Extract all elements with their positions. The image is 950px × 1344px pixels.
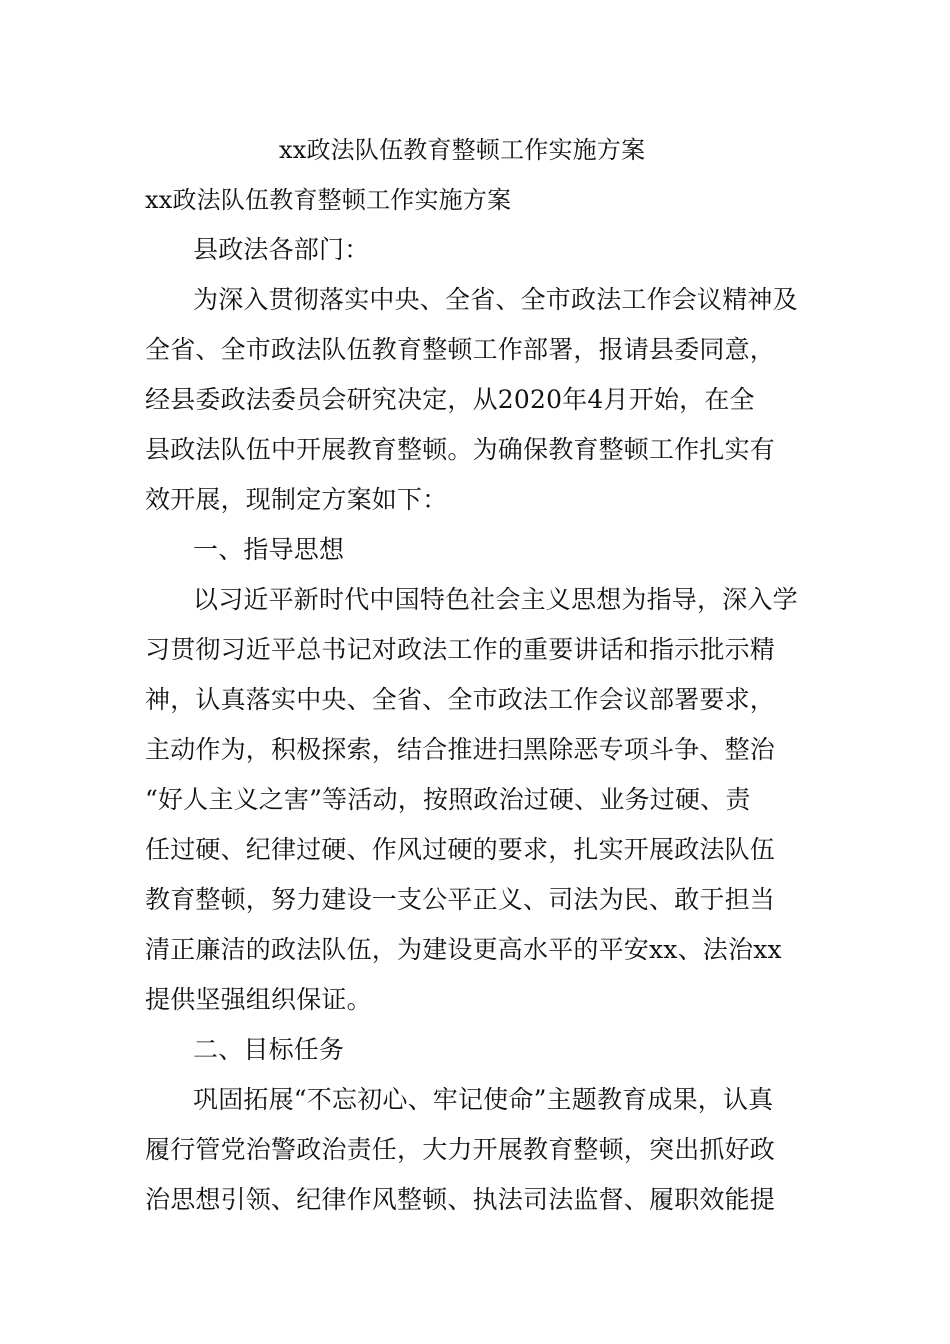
- body-line: 全省、全市政法队伍教育整顿工作部署，报请县委同意，: [145, 335, 776, 364]
- body-line: “好人主义之害”等活动，按照政治过硬、业务过硬、责: [145, 785, 751, 814]
- body-line: 习贯彻习近平总书记对政法工作的重要讲话和指示批示精: [145, 635, 776, 664]
- body-line: 县政法队伍中开展教育整顿。为确保教育整顿工作扎实有: [145, 435, 776, 464]
- body-line: 为深入贯彻落实中央、全省、全市政法工作会议精神及: [193, 285, 798, 314]
- document-subtitle: xx政法队伍教育整顿工作实施方案: [145, 186, 512, 214]
- body-line: 神，认真落实中央、全省、全市政法工作会议部署要求，: [145, 685, 776, 714]
- document-title: xx政法队伍教育整顿工作实施方案: [279, 136, 646, 164]
- section-heading: 二、目标任务: [193, 1035, 345, 1064]
- body-line: 任过硬、纪律过硬、作风过硬的要求，扎实开展政法队伍: [145, 835, 776, 864]
- body-line: 清正廉洁的政法队伍，为建设更高水平的平安xx、法治xx: [145, 935, 782, 964]
- body-line: 巩固拓展“不忘初心、牢记使命”主题教育成果，认真: [193, 1085, 774, 1114]
- body-line: 效开展，现制定方案如下：: [145, 485, 448, 514]
- salutation: 县政法各部门：: [193, 235, 370, 264]
- body-line: 履行管党治警政治责任，大力开展教育整顿，突出抓好政: [145, 1135, 776, 1164]
- section-heading: 一、指导思想: [193, 535, 345, 564]
- body-line: 教育整顿，努力建设一支公平正义、司法为民、敢于担当: [145, 885, 776, 914]
- body-line: 提供坚强组织保证。: [145, 985, 372, 1014]
- body-line: 主动作为，积极探索，结合推进扫黑除恶专项斗争、整治: [145, 735, 776, 764]
- body-line: 经县委政法委员会研究决定，从2020年4月开始，在全: [145, 385, 755, 414]
- body-line: 以习近平新时代中国特色社会主义思想为指导，深入学: [193, 585, 798, 614]
- body-line: 治思想引领、纪律作风整顿、执法司法监督、履职效能提: [145, 1185, 776, 1214]
